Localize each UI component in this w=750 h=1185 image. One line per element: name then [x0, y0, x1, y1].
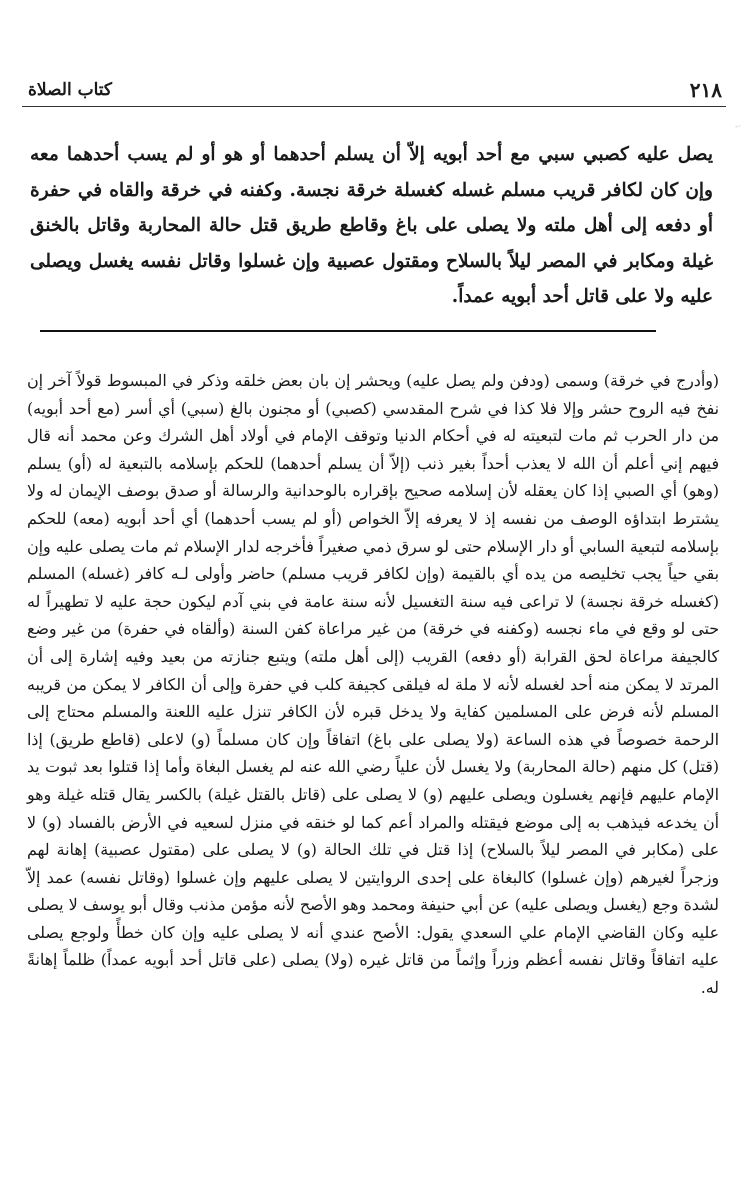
main-text	[30, 137, 713, 315]
commentary-text	[27, 367, 719, 1002]
running-title: كتاب الصلاة	[28, 80, 113, 100]
header-rule	[22, 106, 726, 107]
footnote-divider	[40, 330, 656, 332]
page-number: ٢١٨	[689, 78, 722, 102]
margin-mark: ·-	[735, 122, 742, 132]
main-text-paragraph: يصل عليه كصبي سبي مع أحد أبويه إلاّ أن يسلم أحدهما أو هو أو لم يسب أحدهما معه وإن كان لكافر قريب مسلم غسله كغسلة خرقة نجسة. وكفنه في خرقة والقاه في حفرة أو دفعه إلى أهل ملته ولا يصلى على باغ وقاطع طريق قتل حالة المحاربة وقاتل بالخنق غيلة ومكابر في المصر ليلاً بالسلاح ومقتول عصبية وإن غسلوا وقاتل نفسه يغسل ويصلى عليه ولا على قاتل أحد أبويه عمداً.	[30, 144, 713, 307]
page-header	[22, 78, 726, 104]
commentary-paragraph: (وأدرج في خرقة) وسمى (ودفن ولم يصل عليه) ويحشر إن بان بعض خلقه وذكر في المبسوط قولاً آخر إن نفخ فيه الروح حشر وإلا فلا كذا في شرح المقدسي (كصبي) أو مجنون بالغ (سبي) أي أسر (مع أحد أبويه) من دار الحرب ثم مات لتبعيته له في أحكام الدنيا وتوقف الإمام في أولاد أهل الشرك وعن محمد أنه قال فيهم إني أعلم أن الله لا يعذب أحداً بغير ذنب (إلاّ أن يسلم أحدهما) للحكم بإسلامه بالتبعية له (أو) يسلم (وهو) أي الصبي إذا كان يعقله لأن إسلامه صحيح بإقراره بالوحدانية والرسالة أو صدق بوصف الإيمان له ولا يشترط ابتداؤه الوصف من نفسه إذ لا يعرفه إلاّ الخواص (أو لم يسب أحدهما) أي أحد أبويه (معه) للحكم بإسلامه لتبعية السابي أو دار الإسلام حتى لو سرق ذمي صغيراً فأخرجه لدار الإسلام ثم مات يصلى عليه وإن بقي حياً يجب تخليصه من يده أي بالقيمة (وإن لكافر قريب مسلم) حاضر وأولى لـه كافر (غسله) المسلم (كغسله خرقة نجسة) لا تراعى فيه سنة التغسيل لأنه سنة عامة في بني آدم ليكون حجة عليه لا تطهيراً له حتى لو وقع في ماء نجسه (وكفنه في خرقة) من غير مراعاة كفن السنة (وألقاه في حفرة) من غير وضع كالجيفة مراعاة لحق القرابة (أو دفعه) القريب (إلى أهل ملته) ويتبع جنازته من بعيد وفيه إشارة إلى أن المرتد لا يمكن منه أحد لغسله لأنه لا ملة له فيلقى كجيفة كلب في حفرة وإلى أن الكافر لا يمكن من قريبه المسلم لأنه فرض على المسلمين كفاية ولا يدخل قبره لأن الكافر تنزل عليه اللعنة والمسلم محتاج إلى الرحمة خصوصاً في هذه الساعة (ولا يصلى على باغ) اتفاقاً وإن كان مسلماً (و) لاعلى (قاطع طريق) إذا (قتل) كل منهم (حالة المحاربة) ولا يغسل لأن علياً رضي الله عنه لم يغسل البغاة وأما إذا قتلوا بعد ثبوت يد الإمام عليهم فإنهم يغسلون ويصلى عليهم (و) لا يصلى على (قاتل بالقتل غيلة) بالكسر يقال قتله غيلة وهو أن يخدعه فيذهب به إلى موضع فيقتله والمراد أعم كما لو خنقه في منزل لسعيه في الأرض بالفساد (و) لا على (مكابر في المصر ليلاً بالسلاح) إذا قتل في تلك الحالة (و) لا يصلى على (مقتول عصبية) إهانة لهم وزجراً لغيرهم (وإن غسلوا) كالبغاة على إحدى الروايتين لا يصلى عليهم وإن غسلوا (وقاتل نفسه) عمد إلاّ لشدة وجع (يغسل ويصلى عليه) عن أبي حنيفة ومحمد وهو الأصح لأنه مؤمن مذنب وقال أبو يوسف لا يصلى عليه وكان القاضي الإمام علي السعدي يقول: الأصح عندي أنه لا يصلى عليه وإن كان خطأً ولوجع يصلى عليه اتفاقاً وقاتل نفسه أعظم وزراً وإثماً من قاتل غيره (ولا) يصلى (على قاتل أحد أبويه عمداً) ظلماً إهانةً له.	[27, 371, 719, 998]
